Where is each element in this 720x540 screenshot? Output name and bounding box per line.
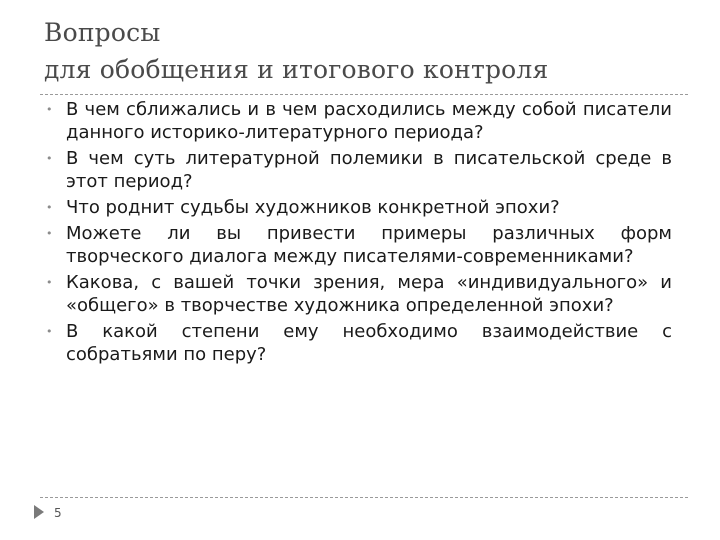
page-number: 5 — [54, 506, 62, 520]
title-divider — [40, 94, 688, 95]
question-text: В какой степени ему необходимо взаимодействие с собратьями по перу? — [66, 321, 672, 365]
question-item — [40, 271, 672, 317]
page-marker-icon — [34, 505, 44, 519]
slide-title-line-1: Вопросы — [44, 18, 161, 47]
slide-title — [44, 14, 684, 88]
bullet-icon: • — [46, 325, 53, 338]
bullet-icon: • — [46, 276, 53, 289]
bullet-icon: • — [46, 152, 53, 165]
question-item — [40, 147, 672, 193]
question-text: Какова, с вашей точки зрения, мера «индивидуального» и «общего» в творчестве художника определенной эпохи? — [66, 272, 672, 316]
bullet-icon: • — [46, 103, 53, 116]
question-item — [40, 98, 672, 144]
question-text: В чем сближались и в чем расходились между собой писатели данного историко-литературного периода? — [66, 99, 672, 143]
slide-title-line-2: для обобщения и итогового контроля — [44, 55, 549, 84]
question-item — [40, 320, 672, 366]
question-text: Что роднит судьбы художников конкретной эпохи? — [66, 197, 560, 218]
bullet-icon: • — [46, 201, 53, 214]
footer-divider — [40, 497, 688, 498]
question-item — [40, 196, 672, 219]
question-text: Можете ли вы привести примеры различных форм творческого диалога между писателями-современниками? — [66, 223, 672, 267]
question-list — [40, 98, 672, 369]
question-text: В чем суть литературной полемики в писательской среде в этот период? — [66, 148, 672, 192]
bullet-icon: • — [46, 227, 53, 240]
question-item — [40, 222, 672, 268]
